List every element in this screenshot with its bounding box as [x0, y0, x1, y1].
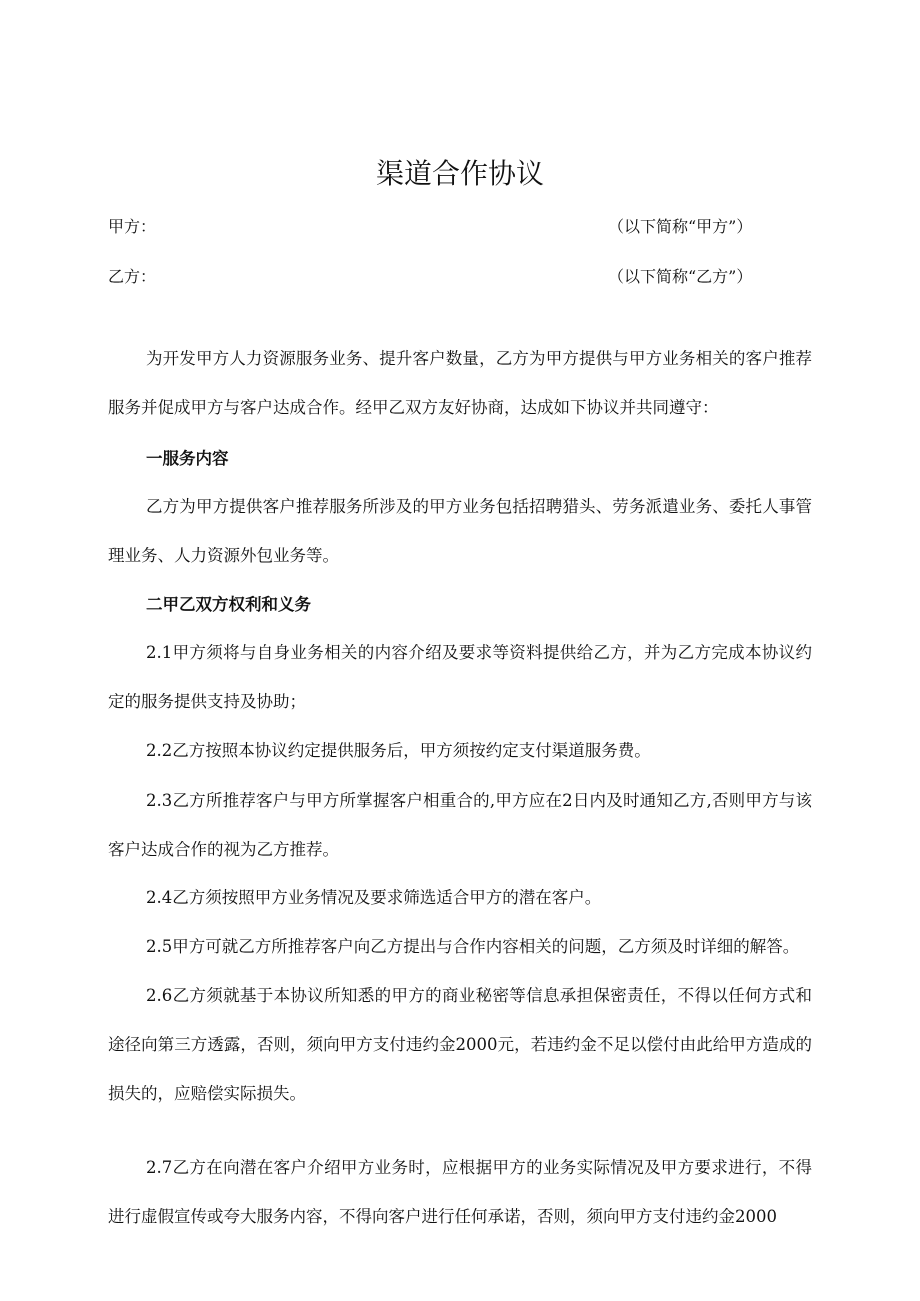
section-2-heading: 二甲乙双方权利和义务 — [146, 595, 311, 614]
clause-2-1: 2.1甲方须将与自身业务相关的内容介绍及要求等资料提供给乙方，并为乙方完成本协议约定的服务提供支持及协助； — [108, 643, 812, 711]
party-a-alias: （以下简称“甲方”） — [608, 217, 753, 236]
clause-2-7: 2.7乙方在向潜在客户介绍甲方业务时，应根据甲方的业务实际情况及甲方要求进行，不得进行虚假宣传或夸大服务内容，不得向客户进行任何承诺，否则，须向甲方支付违约金2000 — [108, 1158, 812, 1226]
intro-paragraph: 为开发甲方人力资源服务业务、提升客户数量，乙方为甲方提供与甲方业务相关的客户推荐服务并促成甲方与客户达成合作。经甲乙双方友好协商，达成如下协议并共同遵守： — [108, 349, 812, 417]
party-b-alias: （以下简称“乙方”） — [608, 267, 753, 286]
section-1-body: 乙方为甲方提供客户推荐服务所涉及的甲方业务包括招聘猎头、劳务派遣业务、委托人事管理业务、人力资源外包业务等。 — [108, 497, 812, 565]
clause-2-2: 2.2乙方按照本协议约定提供服务后，甲方须按约定支付渠道服务费。 — [146, 741, 651, 760]
party-b-label: 乙方： — [108, 267, 157, 286]
clause-2-3: 2.3乙方所推荐客户与甲方所掌握客户相重合的,甲方应在2日内及时通知乙方,否则甲方与该客户达成合作的视为乙方推荐。 — [108, 791, 812, 859]
section-1-heading: 一服务内容 — [146, 449, 229, 468]
clause-2-5: 2.5甲方可就乙方所推荐客户向乙方提出与合作内容相关的问题，乙方须及时详细的解答。 — [146, 937, 800, 956]
document-title: 渠道合作协议 — [375, 157, 544, 190]
clause-2-6: 2.6乙方须就基于本协议所知悉的甲方的商业秘密等信息承担保密责任，不得以任何方式和途径向第三方透露，否则，须向甲方支付违约金2000元，若违约金不足以偿付由此给甲方造成的损失的，应赔偿实际损失。 — [108, 986, 812, 1103]
party-a-line — [108, 212, 772, 242]
party-a-label: 甲方： — [108, 217, 157, 236]
clause-2-4: 2.4乙方须按照甲方业务情况及要求筛选适合甲方的潜在客户。 — [146, 888, 602, 907]
party-b-line — [108, 262, 772, 292]
